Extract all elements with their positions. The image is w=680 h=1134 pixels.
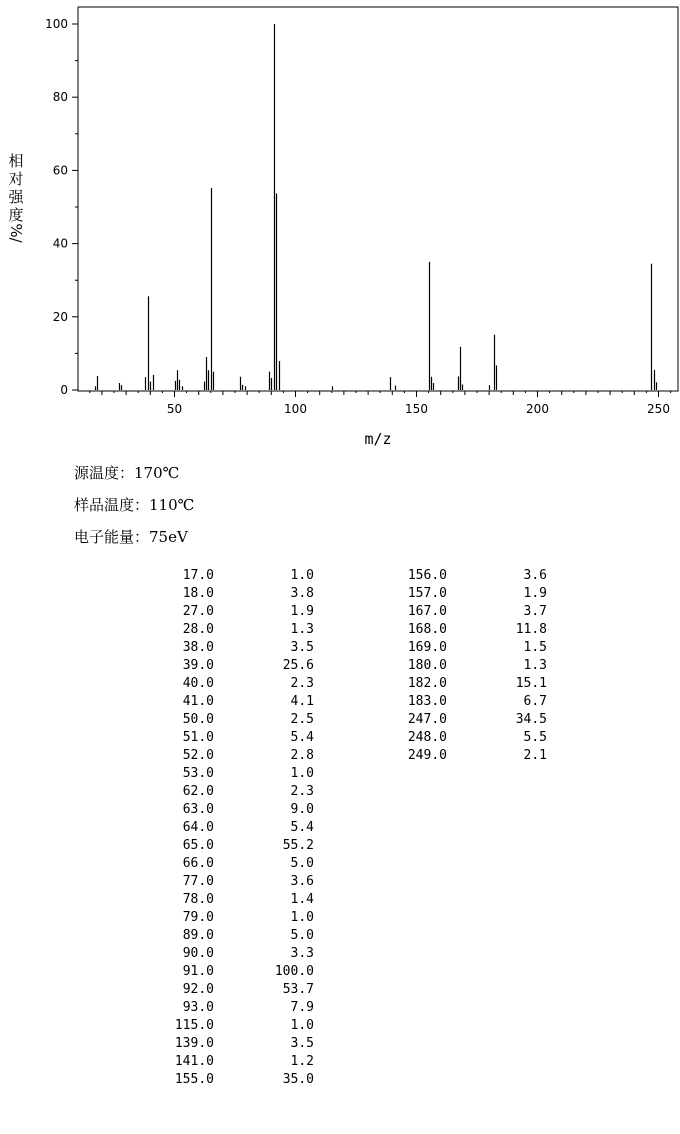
- mz-value: 141.0: [174, 1054, 214, 1069]
- mz-value: 51.0: [182, 730, 214, 745]
- x-tick-label: 50: [166, 402, 183, 416]
- abundance-value: 5.4: [290, 820, 314, 835]
- table-row: [307, 603, 547, 621]
- mz-value: 157.0: [407, 586, 447, 601]
- mz-value: 38.0: [182, 640, 214, 655]
- table-row: [307, 621, 547, 639]
- abundance-value: 2.1: [523, 748, 547, 763]
- table-row: [74, 639, 314, 657]
- mz-value: 249.0: [407, 748, 447, 763]
- x-tick-label: 200: [526, 402, 549, 416]
- mz-value: 40.0: [182, 676, 214, 691]
- mz-value: 89.0: [182, 928, 214, 943]
- table-row: [307, 729, 547, 747]
- y-axis-label-char: 相: [8, 152, 24, 170]
- x-tick-label: 250: [647, 402, 670, 416]
- peak-table-left: [74, 567, 314, 1089]
- abundance-value: 3.8: [290, 586, 314, 601]
- y-axis-label: [6, 152, 26, 242]
- abundance-value: 3.3: [290, 946, 314, 961]
- abundance-value: 5.0: [290, 928, 314, 943]
- abundance-value: 5.4: [290, 730, 314, 745]
- mz-value: 66.0: [182, 856, 214, 871]
- abundance-value: 7.9: [290, 1000, 314, 1015]
- mz-value: 182.0: [407, 676, 447, 691]
- mz-value: 91.0: [182, 964, 214, 979]
- mz-value: 79.0: [182, 910, 214, 925]
- electron-energy: 电子能量：75eV: [74, 528, 188, 546]
- table-row: [74, 1035, 314, 1053]
- mz-value: 62.0: [182, 784, 214, 799]
- mz-value: 93.0: [182, 1000, 214, 1015]
- table-row: [74, 945, 314, 963]
- y-tick-label: 100: [45, 17, 68, 31]
- mz-value: 17.0: [182, 568, 214, 583]
- mz-value: 39.0: [182, 658, 214, 673]
- mz-value: 247.0: [407, 712, 447, 727]
- abundance-value: 1.0: [290, 568, 314, 583]
- abundance-value: 53.7: [282, 982, 314, 997]
- table-row: [74, 675, 314, 693]
- table-row: [74, 801, 314, 819]
- mz-value: 156.0: [407, 568, 447, 583]
- mz-value: 77.0: [182, 874, 214, 889]
- table-row: [74, 693, 314, 711]
- x-axis: [90, 391, 671, 416]
- y-axis-label-char: 对: [8, 170, 24, 188]
- abundance-value: 55.2: [282, 838, 314, 853]
- table-row: [74, 855, 314, 873]
- table-row: [307, 657, 547, 675]
- mz-value: 183.0: [407, 694, 447, 709]
- table-row: [74, 657, 314, 675]
- table-row: [74, 729, 314, 747]
- table-row: [74, 1071, 314, 1089]
- abundance-value: 5.0: [290, 856, 314, 871]
- table-row: [307, 675, 547, 693]
- table-row: [74, 1053, 314, 1071]
- source-temperature: 源温度：170℃: [74, 464, 180, 482]
- abundance-value: 4.1: [290, 694, 314, 709]
- table-row: [307, 567, 547, 585]
- abundance-value: 1.0: [290, 766, 314, 781]
- mz-value: 50.0: [182, 712, 214, 727]
- mz-value: 248.0: [407, 730, 447, 745]
- abundance-value: 35.0: [282, 1072, 314, 1087]
- table-row: [74, 747, 314, 765]
- abundance-value: 9.0: [290, 802, 314, 817]
- table-row: [74, 783, 314, 801]
- y-axis: [45, 17, 78, 397]
- y-tick-label: 60: [52, 163, 68, 178]
- abundance-value: 3.5: [290, 640, 314, 655]
- abundance-value: 1.9: [523, 586, 547, 601]
- y-tick-label: 0: [60, 383, 68, 397]
- table-row: [74, 909, 314, 927]
- table-row: [74, 873, 314, 891]
- table-row: [74, 621, 314, 639]
- abundance-value: 3.7: [523, 604, 547, 619]
- table-row: [74, 999, 314, 1017]
- mz-value: 155.0: [174, 1072, 214, 1087]
- abundance-value: 1.3: [290, 622, 314, 637]
- mz-value: 90.0: [182, 946, 214, 961]
- table-row: [307, 639, 547, 657]
- y-tick-label: 80: [52, 90, 68, 105]
- mz-value: 92.0: [182, 982, 214, 997]
- table-row: [307, 585, 547, 603]
- mz-value: 169.0: [407, 640, 447, 655]
- x-tick-label: 100: [284, 402, 307, 416]
- mz-value: 53.0: [182, 766, 214, 781]
- abundance-value: 6.7: [523, 694, 547, 709]
- mz-value: 64.0: [182, 820, 214, 835]
- plot-frame: [78, 7, 678, 391]
- table-row: [74, 837, 314, 855]
- abundance-value: 25.6: [282, 658, 314, 673]
- abundance-value: 3.6: [290, 874, 314, 889]
- abundance-value: 34.5: [515, 712, 547, 727]
- table-row: [74, 981, 314, 999]
- abundance-value: 2.8: [290, 748, 314, 763]
- abundance-value: 1.3: [523, 658, 547, 673]
- mz-value: 41.0: [182, 694, 214, 709]
- abundance-value: 11.8: [515, 622, 547, 637]
- abundance-value: 15.1: [515, 676, 547, 691]
- mz-value: 28.0: [182, 622, 214, 637]
- table-row: [74, 927, 314, 945]
- abundance-value: 2.3: [290, 784, 314, 799]
- table-row: [74, 819, 314, 837]
- table-row: [74, 765, 314, 783]
- table-row: [307, 693, 547, 711]
- y-tick-label: 20: [52, 309, 68, 324]
- table-row: [74, 711, 314, 729]
- table-row: [74, 567, 314, 585]
- peak-table-right: [307, 567, 547, 765]
- y-axis-label-char: 强: [8, 188, 24, 206]
- mz-value: 65.0: [182, 838, 214, 853]
- mz-value: 168.0: [407, 622, 447, 637]
- table-row: [74, 1017, 314, 1035]
- abundance-value: 1.4: [290, 892, 314, 907]
- y-axis-label-char: 度: [8, 206, 24, 224]
- mz-value: 115.0: [174, 1018, 214, 1033]
- x-tick-label: 150: [405, 402, 428, 416]
- abundance-value: 3.5: [290, 1036, 314, 1051]
- table-row: [307, 747, 547, 765]
- abundance-value: 1.9: [290, 604, 314, 619]
- mz-value: 63.0: [182, 802, 214, 817]
- abundance-value: 1.2: [290, 1054, 314, 1069]
- abundance-value: 1.5: [523, 640, 547, 655]
- table-row: [74, 963, 314, 981]
- sample-temperature: 样品温度：110℃: [74, 496, 195, 514]
- y-axis-label-unit: %/: [7, 223, 25, 243]
- abundance-value: 100.0: [274, 964, 314, 979]
- abundance-value: 3.6: [523, 568, 547, 583]
- mz-value: 139.0: [174, 1036, 214, 1051]
- abundance-value: 2.3: [290, 676, 314, 691]
- mz-value: 78.0: [182, 892, 214, 907]
- abundance-value: 1.0: [290, 1018, 314, 1033]
- table-row: [307, 711, 547, 729]
- mz-value: 180.0: [407, 658, 447, 673]
- table-row: [74, 585, 314, 603]
- abundance-value: 2.5: [290, 712, 314, 727]
- mz-value: 167.0: [407, 604, 447, 619]
- table-row: [74, 603, 314, 621]
- mass-spectrum-chart: [0, 0, 680, 460]
- mz-value: 27.0: [182, 604, 214, 619]
- x-axis-label: m/z: [364, 430, 392, 448]
- y-tick-label: 40: [52, 236, 68, 251]
- abundance-value: 1.0: [290, 910, 314, 925]
- table-row: [74, 891, 314, 909]
- abundance-value: 5.5: [523, 730, 547, 745]
- peak-bars: [96, 24, 657, 390]
- mz-value: 18.0: [182, 586, 214, 601]
- mz-value: 52.0: [182, 748, 214, 763]
